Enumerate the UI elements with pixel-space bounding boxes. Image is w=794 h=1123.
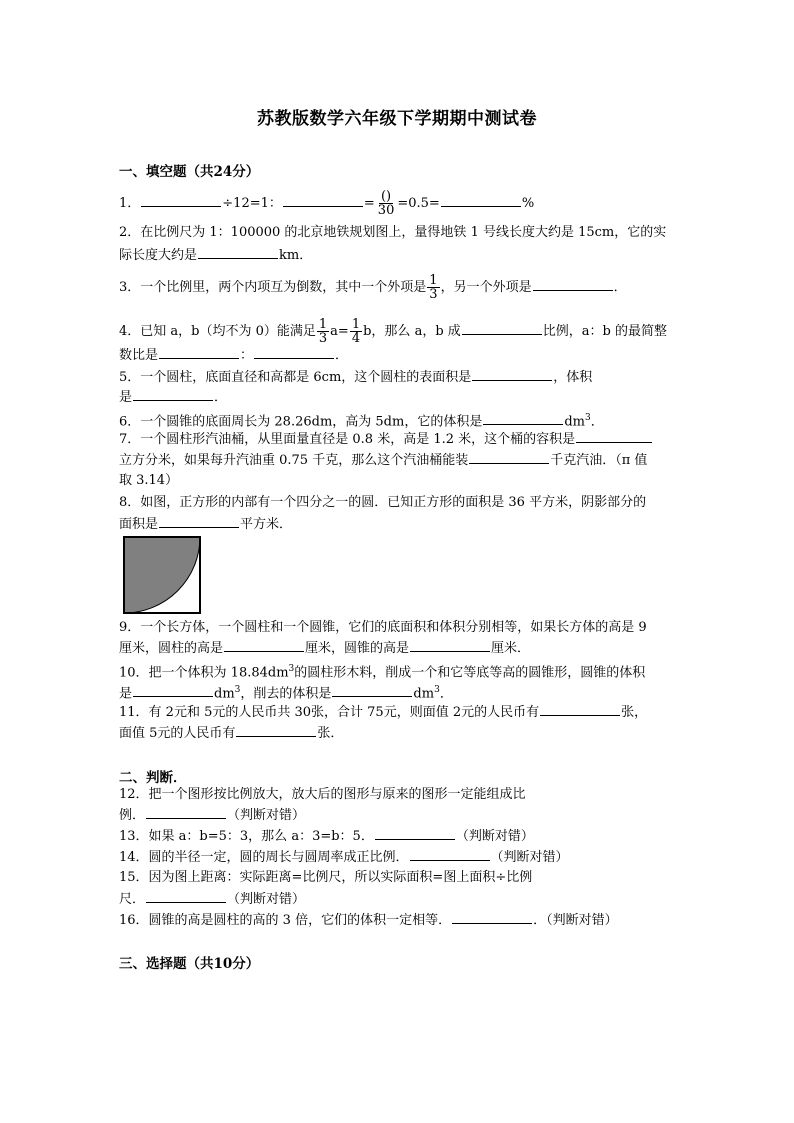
- question-10-line-1: 10．把一个体积为 $18.84dm^3$的圆柱形木料，削成一个和它等底等高的圆锥形，圆锥的体积: [119, 664, 646, 681]
- section-heading-choice: 三、选择题（共10分）: [119, 956, 260, 972]
- question-16: 16．圆锥的高是圆柱的高的 3 倍，它们的体积一定相等． ．（判断对错）: [119, 913, 618, 928]
- question-1: 1． ÷12=1： = $\frac{()}{30}$ =0.5= %: [119, 189, 535, 218]
- question-7-line-1: 7．一个圆柱形汽油桶，从里面量直径是 0.8 米，高是 1.2 米，这个桶的容积是: [119, 430, 653, 449]
- question-2-line-2: 际长度大约是 km．: [119, 248, 313, 263]
- answer-blank[interactable]: [159, 346, 239, 359]
- answer-blank[interactable]: [141, 194, 221, 207]
- question-8-line-1: 8．如图，正方形的内部有一个四分之一的圆．已知正方形的面积是 36 平方米，阴影部分的: [119, 495, 647, 510]
- answer-blank[interactable]: [133, 388, 213, 401]
- question-5-line-2: 是 ．: [119, 390, 228, 405]
- answer-blank[interactable]: [146, 890, 226, 903]
- answer-blank[interactable]: [540, 703, 620, 716]
- fraction: $\frac{()}{30}$: [377, 189, 395, 218]
- answer-blank[interactable]: [576, 430, 652, 443]
- answer-blank[interactable]: [410, 848, 490, 861]
- answer-blank[interactable]: [533, 278, 613, 291]
- question-12-line-1: 12．把一个图形按比例放大，放大后的图形与原来的图形一定能组成比: [119, 787, 526, 802]
- question-7-line-3: 取 3.14）: [119, 473, 179, 488]
- fraction: $\frac{1}{3}$: [318, 317, 328, 346]
- answer-blank[interactable]: [198, 246, 278, 259]
- question-14: 14．圆的半径一定，圆的周长与圆周率成正比例． （判断对错）: [119, 850, 569, 865]
- question-12-line-2: 例． （判断对错）: [119, 808, 306, 823]
- answer-blank[interactable]: [483, 412, 563, 425]
- answer-blank[interactable]: [146, 806, 226, 819]
- question-11-line-2: 面值 5元的人民币有 张．: [119, 726, 344, 741]
- section-heading-fill-blank: 一、填空题（共24分）: [119, 164, 260, 180]
- answer-blank[interactable]: [133, 684, 213, 697]
- answer-blank[interactable]: [472, 368, 552, 381]
- question-9-line-2: 厘米，圆柱的高是 厘米，圆锥的高是 厘米．: [119, 641, 531, 656]
- fraction: $\frac{1}{3}$: [429, 273, 438, 302]
- page-title: 苏教版数学六年级下学期期中测试卷: [257, 109, 537, 129]
- answer-blank[interactable]: [332, 684, 412, 697]
- question-5-line-1: 5．一个圆柱，底面直径和高都是 6cm，这个圆柱的表面积是 ，体积: [119, 370, 593, 385]
- square-quarter-circle-figure: [123, 536, 201, 614]
- answer-blank[interactable]: [410, 639, 490, 652]
- question-11-line-1: 11．有 2元和 5元的人民币共 30张，合计 75元，则面值 2元的人民币有 张，: [119, 705, 648, 720]
- question-7-line-2: 立方分米，如果每升汽油重 0.75 千克，那么这个汽油桶能装 千克汽油．（π 值: [119, 453, 648, 468]
- answer-blank[interactable]: [441, 194, 521, 207]
- answer-blank[interactable]: [375, 827, 455, 840]
- answer-blank[interactable]: [469, 451, 549, 464]
- question-15-line-1: 15．因为图上距离：实际距离=比例尺，所以实际面积=图上面积÷比例: [119, 870, 533, 885]
- question-6: 6．一个圆锥的底面周长为 28.26dm，高为 5dm，它的体积是 $dm^3$．: [119, 413, 604, 430]
- question-8-line-2: 面积是 平方米．: [119, 517, 293, 532]
- fraction: $\frac{1}{4}$: [351, 317, 361, 346]
- answer-blank[interactable]: [224, 639, 304, 652]
- question-10-line-2: 是 $dm^3$，削去的体积是 $dm^3$．: [119, 685, 453, 702]
- question-9-line-1: 9．一个长方体，一个圆柱和一个圆锥，它们的底面积和体积分别相等，如果长方体的高是 9: [119, 620, 647, 635]
- answer-blank[interactable]: [159, 515, 239, 528]
- section-heading-judge: 二、判断．: [119, 770, 187, 786]
- question-4-line-1: 4．已知 a，b（均不为 0）能满足 $\frac{1}{3}$ a= $\frac{1}{4}$ b，那么 a，b 成 比例，a：b 的最简整: [119, 317, 667, 346]
- question-15-line-2: 尺． （判断对错）: [119, 892, 306, 907]
- question-3: 3．一个比例里，两个内项互为倒数，其中一个外项是 $\frac{1}{3}$ ，另一个外项是 ．: [119, 273, 627, 302]
- answer-blank[interactable]: [254, 346, 334, 359]
- answer-blank[interactable]: [283, 194, 363, 207]
- question-13: 13．如果 a：b=5：3，那么 a：3=b：5． （判断对错）: [119, 829, 534, 844]
- question-2-line-1: 2．在比例尺为 1：100000 的北京地铁规划图上，量得地铁 1 号线长度大约是 15cm，它的实: [119, 225, 667, 240]
- answer-blank[interactable]: [452, 911, 532, 924]
- question-4-line-2: 数比是 ： ．: [119, 348, 349, 363]
- answer-blank[interactable]: [462, 322, 542, 335]
- answer-blank[interactable]: [236, 724, 316, 737]
